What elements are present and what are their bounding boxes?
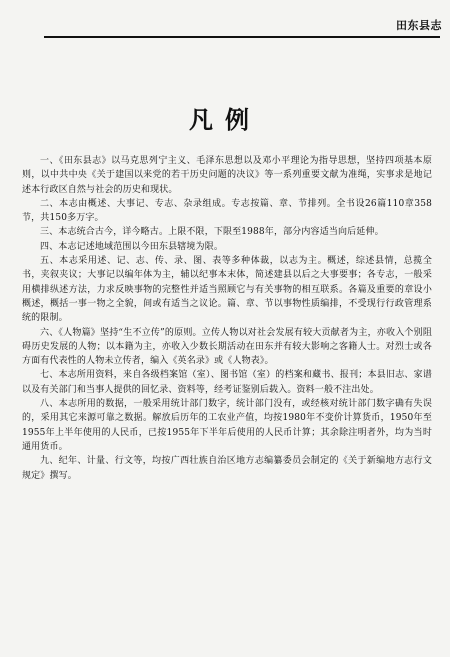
body-text bbox=[22, 154, 432, 483]
running-header-title: 田东县志 bbox=[396, 19, 442, 32]
paragraph-4: 四、本志记述地域范围以今田东县辖境为限。 bbox=[40, 241, 224, 252]
paragraph-7: 七、本志所用资料，来自各级档案馆（室）、图书馆（室）的档案和藏书、报刊；本县旧志、家谱以及有关部门和当事人提供的回忆录、资料等，经考证鉴别后载入。资料一般不注出处。 bbox=[22, 370, 432, 395]
paragraph-1: 一、《田东县志》以马克思列宁主义、毛泽东思想以及邓小平理论为指导思想，坚持四项基本原则，以中共中央《关于建国以来党的若干历史问题的决议》等一系列重要文献为准绳，实事求是地记述本行政区自然与社会的历史和现状。 bbox=[22, 156, 432, 195]
paragraph-5: 五、本志采用述、记、志、传、录、图、表等多种体裁，以志为主。概述，综述县情，总揽全书，夹叙夹议；大事记以编年体为主，辅以纪事本末体，简述建县以后之大事要事；各专志，一般采用横排纵述方法，力求反映事物的完整性并适当照顾它与有关事物的相互联系。各篇及重要的章设小概述，概括一事一物之全貌，间或有适当之议论。篇、章、节以事物性质编排，不受现行行政管理系统的限制。 bbox=[22, 256, 432, 324]
page-title: 凡例 bbox=[189, 105, 261, 134]
paragraph-2: 二、本志由概述、大事记、专志、杂录组成。专志按篇、章、节排列。全书设26篇110章358节，共150多万字。 bbox=[22, 198, 432, 224]
paragraph-9: 九、纪年、计量、行文等，均按广西壮族自治区地方志编纂委员会制定的《关于新编地方志行文规定》撰写。 bbox=[22, 456, 432, 481]
header-rule bbox=[44, 36, 440, 38]
paragraph-3: 三、本志统合古今，详今略古。上限不限，下限至1988年，部分内容适当向后延伸。 bbox=[40, 227, 384, 238]
paragraph-8: 八、本志所用的数据，一般采用统计部门数字，统计部门没有，或经核对统计部门数字确有失误的，采用其它来源可靠之数据。解放后历年的工农业产值，均按1980年不变价计算货币，1950年至1955年上半年使用的人民币，已按1955年下半年后使用的人民币计算；其余除注明者外，均为当时通用货币。 bbox=[22, 399, 432, 452]
paragraph-6: 六、《人物篇》坚持“生不立传”的原则。立传人物以对社会发展有较大贡献者为主，亦收入个别阻碍历史发展的人物；以本籍为主，亦收入少数长期活动在田东并有较大影响之客籍人士。对烈士或各方面有代表性的人物未立传者，编入《英名录》或《人物表》。 bbox=[22, 327, 432, 367]
